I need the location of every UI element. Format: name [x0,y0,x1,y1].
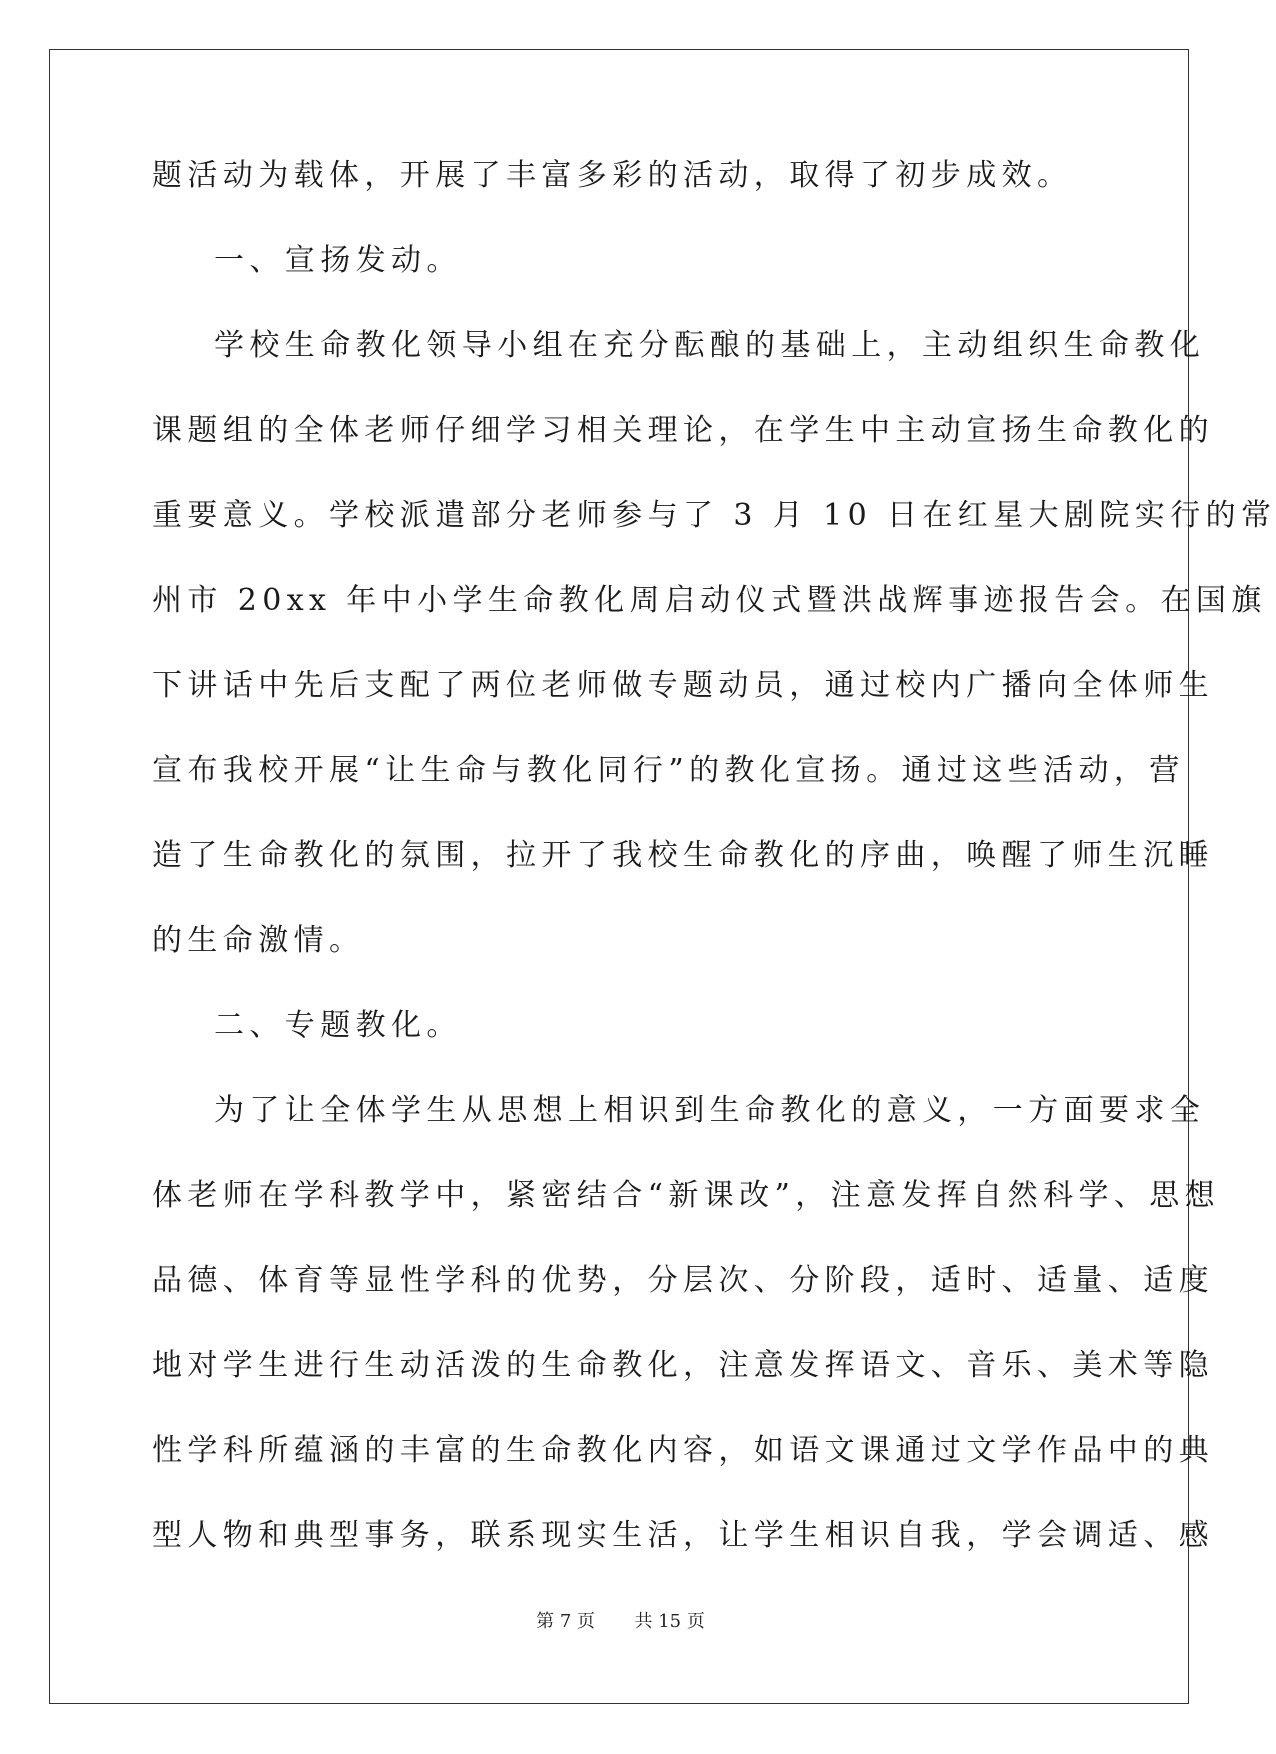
body-line: 州市 20xx 年中小学生命教化周启动仪式暨洪战辉事迹报告会。在国旗 [152,583,1267,618]
body-line: 的生命激情。 [152,923,365,958]
body-line: 造了生命教化的氛围，拉开了我校生命教化的序曲，唤醒了师生沉睡 [152,838,1214,873]
body-line: 学校生命教化领导小组在充分酝酿的基础上，主动组织生命教化 [214,328,1206,363]
body-line: 重要意义。学校派遣部分老师参与了 3 月 10 日在红星大剧院实行的常 [152,498,1276,533]
page-total: 共 15 页 [634,1611,705,1632]
body-line: 下讲话中先后支配了两位老师做专题动员，通过校内广播向全体师生 [152,668,1214,703]
body-line: 题活动为载体，开展了丰富多彩的活动，取得了初步成效。 [152,158,1073,193]
body-line: 型人物和典型事务，联系现实生活，让学生相识自我，学会调适、感 [152,1518,1214,1553]
body-line: 性学科所蕴涵的丰富的生命教化内容，如语文课通过文学作品中的典 [152,1433,1214,1468]
page-number: 第 7 页 [536,1611,596,1632]
body-line: 为了让全体学生从思想上相识到生命教化的意义，一方面要求全 [214,1093,1206,1128]
body-line: 课题组的全体老师仔细学习相关理论，在学生中主动宣扬生命教化的 [152,413,1214,448]
section-heading: 二、专题教化。 [214,1008,462,1043]
body-line: 宣布我校开展“让生命与教化同行”的教化宣扬。通过这些活动，营 [152,753,1185,788]
body-line: 品德、体育等显性学科的优势，分层次、分阶段，适时、适量、适度 [152,1263,1214,1298]
document-body [152,155,1276,1600]
page-footer [0,1607,1241,1633]
body-line: 体老师在学科教学中，紧密结合“新课改”，注意发挥自然科学、思想 [152,1178,1221,1213]
body-line: 地对学生进行生动活泼的生命教化，注意发挥语文、音乐、美术等隐 [152,1348,1214,1383]
section-heading: 一、宣扬发动。 [214,243,462,278]
